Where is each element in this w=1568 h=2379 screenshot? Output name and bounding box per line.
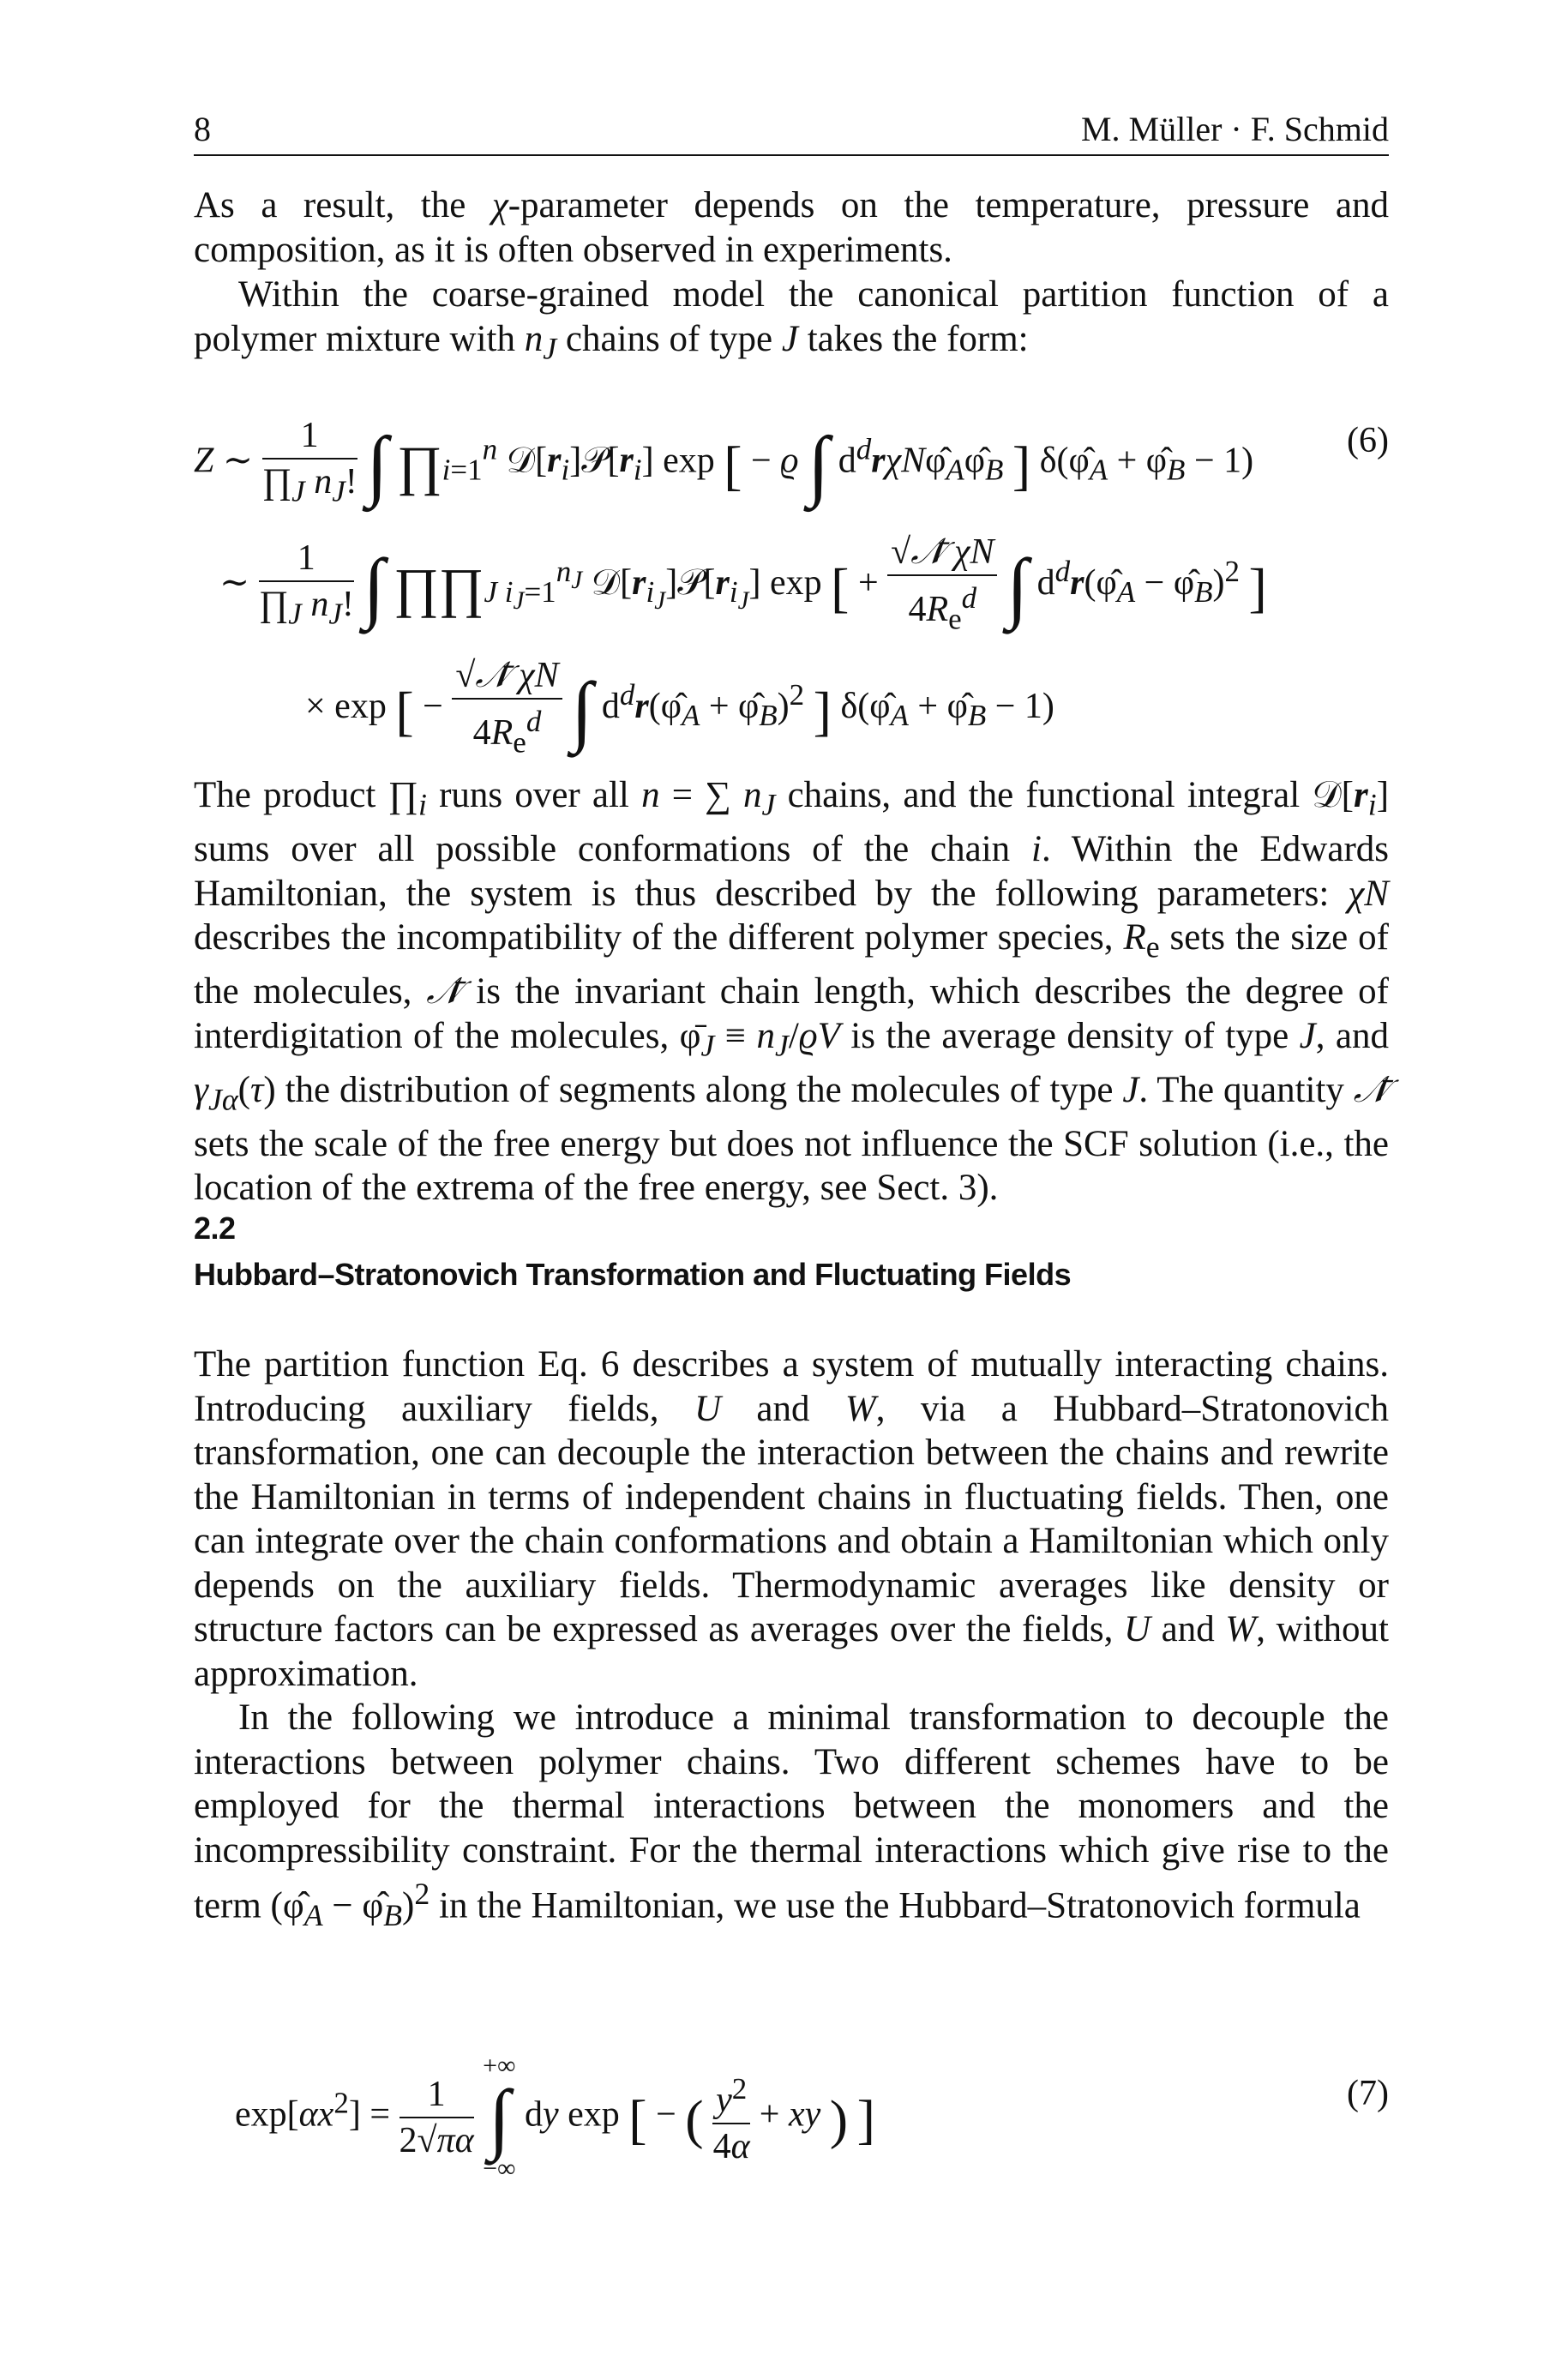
page-header bbox=[194, 110, 1389, 156]
page-number: 8 bbox=[194, 110, 211, 148]
paragraph-2: Within the coarse-grained model the canonical partition function of a polymer mixture with $n_J$ chains of type J takes the form: bbox=[194, 274, 1389, 366]
paragraph-1: As a result, the χ-parameter depends on the temperature, pressure and composition, as it is often observed in experiments. bbox=[194, 185, 1389, 270]
equation-7-body: $\exp[\alpha x^2]$ = $\frac{1}{2√\pi\alpha}$ +∞ ∫ −∞ dy exp [ − ( $\frac{y^2}{4\alpha}$ + xy ) ] bbox=[235, 2052, 875, 2183]
running-head: M. Müller · F. Schmid bbox=[1080, 110, 1389, 148]
equation-6-line-2: ∼ $\frac{1}{\prod_J n_J!}$ ∫ $\prod\prod_{J i_J=1}^{n_J}$ $𝒟[r_{i_J}]𝒫[r_{i_J}]$ exp [ + √𝒩̄ χN $4R_e^d$ ∫ $d^dr(\varphî_A$ − $\varphî_B)^2$ ] bbox=[194, 530, 1267, 641]
paragraph-4: The partition function Eq. 6 describes a system of mutually interacting chains. Introducing auxiliary fields, U and W, via a Hubbard–Stratonovich transformation, one can decouple the interaction between the chains and rewrite the Hamiltonian in terms of independent chains in fluctuating fields. Then, one can integrate over the chain conformations and obtain a Hamiltonian which only depends on the auxiliary fields. Thermodynamic averages like density or structure factors can be expressed as averages over the fields, U and W, without approximation. bbox=[194, 1344, 1389, 1694]
equation-7-label: (7) bbox=[1347, 2074, 1389, 2113]
section-title: Hubbard–Stratonovich Transformation and Fluctuating Fields bbox=[194, 1257, 1072, 1292]
equation-6-label: (6) bbox=[1347, 421, 1389, 460]
paragraph-3: The product $\prod_i$ runs over all n = ∑ $n_J$ chains, and the functional integral $𝒟[r_i]$ sums over all possible conformations of the chain i. Within the Edwards Hamiltonian, the system is thus described by the following parameters: χN describes the incompatibility of the different polymer species, $R_e$ sets the size of the molecules, 𝒩̄ is the invariant chain length, which describes the degree of interdigitation of the molecules, $\varphī_J \equiv n_J/ϱV$ is the average density of type J, and $\gamma_{J\alpha}(\tau)$ the distribution of segments along the molecules of type J. The quantity 𝒩̄ sets the scale of the free energy but does not influence the SCF solution (i.e., the location of the extrema of the free energy, see Sect. 3). bbox=[194, 775, 1390, 1209]
section-number: 2.2 bbox=[194, 1211, 236, 1246]
equation-7 bbox=[194, 1989, 1389, 2183]
equation-6-line-1: Z ∼ $\frac{1}{\prod_J n_J!}$ ∫ $\prod_{i=1}^n$ $𝒟[r_i]𝒫[r_i]$ exp [ − ϱ ∫ $d^dr\chi N\varphî_A\varphî_B$ ] $\delta(\varphî_A$ + $\varphî_B - 1$) bbox=[194, 413, 1253, 514]
equation-6-line-3: × exp [ − √𝒩̄ χN $4R_e^d$ ∫ $d^dr(\varphî_A$ + $\varphî_B)^2$ ] $\delta(\varphî_A$ + $\varphî_B - 1$) bbox=[194, 653, 1054, 765]
equation-6 bbox=[194, 377, 1389, 780]
paragraph-5: In the following we introduce a minimal transformation to decouple the interactions between polymer chains. Two different schemes have to be employed for the thermal interactions between the monomers and the incompressibility constraint. For the thermal interactions which give rise to the term ($\varphî_A$ − $\varphî_B)^2$ in the Hamiltonian, we use the Hubbard–Stratonovich formula bbox=[194, 1697, 1389, 1932]
